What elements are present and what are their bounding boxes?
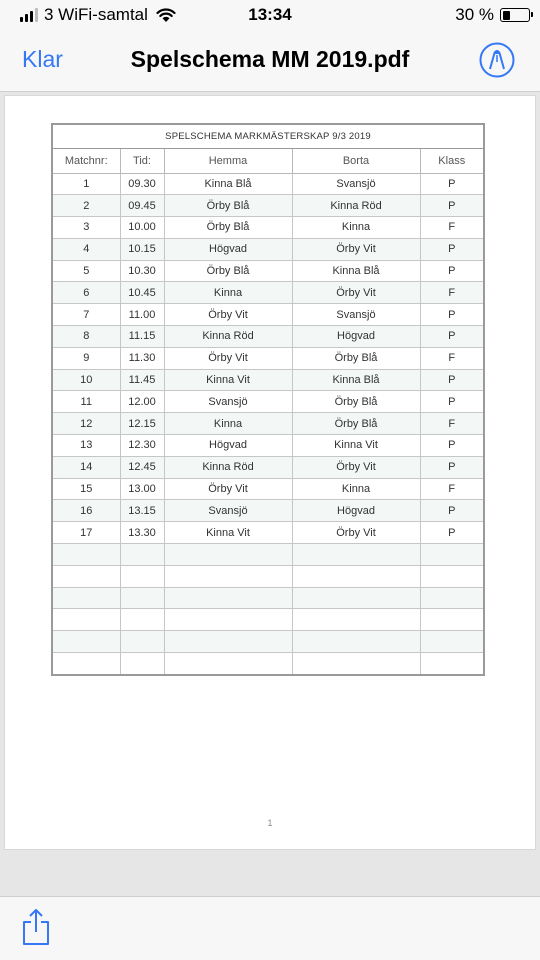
table-cell: 11.45 xyxy=(120,369,164,391)
table-cell xyxy=(53,631,120,653)
column-header: Klass xyxy=(420,149,483,173)
table-cell: 8 xyxy=(53,326,120,348)
table-cell: 9 xyxy=(53,347,120,369)
table-cell xyxy=(53,653,120,675)
table-cell: Kinna Blå xyxy=(164,173,292,195)
table-row xyxy=(53,391,483,413)
table-cell xyxy=(420,631,483,653)
table-row xyxy=(53,565,483,587)
table-cell: P xyxy=(420,500,483,522)
table-cell: 10.45 xyxy=(120,282,164,304)
table-row xyxy=(53,282,483,304)
status-time: 13:34 xyxy=(248,5,292,24)
status-right xyxy=(455,5,530,25)
table-cell: 11 xyxy=(53,391,120,413)
column-header: Hemma xyxy=(164,149,292,173)
table-row xyxy=(53,347,483,369)
table-cell: Örby Vit xyxy=(164,304,292,326)
table-cell: 09.30 xyxy=(120,173,164,195)
table-cell xyxy=(292,565,420,587)
table-cell: Örby Blå xyxy=(292,413,420,435)
table-cell: Örby Vit xyxy=(164,347,292,369)
table-cell: Örby Blå xyxy=(164,217,292,239)
table-cell: Örby Vit xyxy=(292,238,420,260)
table-cell: Örby Vit xyxy=(164,478,292,500)
table-row xyxy=(53,173,483,195)
table-cell xyxy=(164,609,292,631)
table-cell: Högvad xyxy=(292,500,420,522)
table-cell: P xyxy=(420,326,483,348)
table-cell xyxy=(292,609,420,631)
table-cell: 10.15 xyxy=(120,238,164,260)
table-cell: 10 xyxy=(53,369,120,391)
table-cell: Svansjö xyxy=(292,173,420,195)
table-row xyxy=(53,217,483,239)
table-cell: Kinna Blå xyxy=(292,260,420,282)
pdf-page[interactable] xyxy=(4,95,536,850)
table-cell: 10.30 xyxy=(120,260,164,282)
table-cell xyxy=(164,653,292,675)
table-cell xyxy=(53,609,120,631)
table-cell: P xyxy=(420,304,483,326)
table-cell: 12.45 xyxy=(120,456,164,478)
table-row xyxy=(53,238,483,260)
table-cell: Örby Blå xyxy=(164,195,292,217)
table-cell: 2 xyxy=(53,195,120,217)
table-cell: 16 xyxy=(53,500,120,522)
table-cell xyxy=(164,544,292,566)
table-cell xyxy=(420,609,483,631)
table-cell: Kinna Vit xyxy=(164,369,292,391)
nav-bar xyxy=(0,30,540,92)
table-row xyxy=(53,500,483,522)
table-cell xyxy=(164,587,292,609)
table-cell: Örby Vit xyxy=(292,456,420,478)
table-cell: P xyxy=(420,522,483,544)
table-cell xyxy=(120,565,164,587)
table-cell: 12.30 xyxy=(120,435,164,457)
table-cell xyxy=(420,544,483,566)
table-cell xyxy=(420,565,483,587)
table-cell: 12 xyxy=(53,413,120,435)
page-number: 1 xyxy=(267,818,273,828)
table-cell xyxy=(120,631,164,653)
table-cell: 10.00 xyxy=(120,217,164,239)
table-cell: 12.15 xyxy=(120,413,164,435)
table-cell: 7 xyxy=(53,304,120,326)
table-cell: Svansjö xyxy=(164,500,292,522)
table-row xyxy=(53,369,483,391)
table-cell xyxy=(53,587,120,609)
table-row xyxy=(53,413,483,435)
table-cell xyxy=(292,631,420,653)
table-cell: P xyxy=(420,391,483,413)
document-title: Spelschema MM 2019.pdf xyxy=(130,46,410,72)
table-cell: P xyxy=(420,173,483,195)
table-cell: Kinna Röd xyxy=(164,326,292,348)
table-cell: 5 xyxy=(53,260,120,282)
table-cell xyxy=(120,609,164,631)
table-cell xyxy=(53,544,120,566)
table-cell: F xyxy=(420,217,483,239)
table-row xyxy=(53,522,483,544)
table-cell xyxy=(420,653,483,675)
table-cell: F xyxy=(420,413,483,435)
carrier-name: 3 WiFi-samtal xyxy=(44,5,148,24)
table-cell: Kinna Vit xyxy=(164,522,292,544)
table-cell: 4 xyxy=(53,238,120,260)
table-cell: Örby Blå xyxy=(292,347,420,369)
table-cell: 15 xyxy=(53,478,120,500)
table-cell: 11.15 xyxy=(120,326,164,348)
table-cell: 6 xyxy=(53,282,120,304)
table-cell: Svansjö xyxy=(164,391,292,413)
table-cell: 13.30 xyxy=(120,522,164,544)
table-cell: Kinna Blå xyxy=(292,369,420,391)
status-bar xyxy=(0,0,540,30)
table-cell: P xyxy=(420,260,483,282)
table-row xyxy=(53,544,483,566)
table-cell: 09.45 xyxy=(120,195,164,217)
table-cell xyxy=(420,587,483,609)
table-cell: Kinna xyxy=(164,282,292,304)
battery-percent: 30 % xyxy=(455,5,494,24)
table-cell: Svansjö xyxy=(292,304,420,326)
table-cell: Kinna xyxy=(292,217,420,239)
table-cell: 13.15 xyxy=(120,500,164,522)
table-cell xyxy=(120,587,164,609)
table-cell xyxy=(292,544,420,566)
table-row xyxy=(53,435,483,457)
column-header: Tid: xyxy=(120,149,164,173)
table-row xyxy=(53,587,483,609)
share-icon[interactable] xyxy=(20,907,52,947)
table-cell: F xyxy=(420,347,483,369)
table-cell xyxy=(164,631,292,653)
table-cell: P xyxy=(420,456,483,478)
table-cell: 1 xyxy=(53,173,120,195)
table-cell: 12.00 xyxy=(120,391,164,413)
table-cell: Kinna Röd xyxy=(164,456,292,478)
table-cell xyxy=(164,565,292,587)
table-cell: 11.30 xyxy=(120,347,164,369)
table-cell: 14 xyxy=(53,456,120,478)
table-row xyxy=(53,326,483,348)
table-cell: 3 xyxy=(53,217,120,239)
table-cell: Högvad xyxy=(292,326,420,348)
table-cell xyxy=(53,565,120,587)
table-cell xyxy=(292,587,420,609)
table-cell xyxy=(292,653,420,675)
table-header-row xyxy=(53,149,483,173)
table-cell: Kinna Röd xyxy=(292,195,420,217)
table-cell: Örby Blå xyxy=(292,391,420,413)
table-cell: Örby Blå xyxy=(164,260,292,282)
schedule-title: SPELSCHEMA MARKMÄSTERSKAP 9/3 2019 xyxy=(53,125,483,149)
bottom-toolbar xyxy=(0,896,540,960)
column-header: Borta xyxy=(292,149,420,173)
table-cell: F xyxy=(420,478,483,500)
battery-level xyxy=(503,11,510,20)
schedule-sheet xyxy=(51,123,485,676)
table-cell: P xyxy=(420,435,483,457)
table-row xyxy=(53,478,483,500)
column-header: Matchnr: xyxy=(53,149,120,173)
table-cell: 13 xyxy=(53,435,120,457)
table-cell xyxy=(120,544,164,566)
table-row xyxy=(53,631,483,653)
table-cell: Högvad xyxy=(164,238,292,260)
done-button[interactable]: Klar xyxy=(22,46,63,72)
battery-icon xyxy=(500,8,530,22)
table-cell: Örby Vit xyxy=(292,522,420,544)
table-cell: 17 xyxy=(53,522,120,544)
markup-pen-icon[interactable] xyxy=(479,42,515,78)
table-cell: Kinna xyxy=(292,478,420,500)
table-cell: Kinna xyxy=(164,413,292,435)
table-row xyxy=(53,260,483,282)
table-cell: P xyxy=(420,369,483,391)
table-cell xyxy=(120,653,164,675)
table-row xyxy=(53,456,483,478)
table-row xyxy=(53,609,483,631)
table-cell: Högvad xyxy=(164,435,292,457)
table-row xyxy=(53,304,483,326)
table-cell: Örby Vit xyxy=(292,282,420,304)
table-cell: P xyxy=(420,238,483,260)
table-cell: 13.00 xyxy=(120,478,164,500)
table-row xyxy=(53,653,483,675)
table-cell: Kinna Vit xyxy=(292,435,420,457)
table-cell: P xyxy=(420,195,483,217)
table-row xyxy=(53,195,483,217)
table-cell: F xyxy=(420,282,483,304)
table-cell: 11.00 xyxy=(120,304,164,326)
schedule-table xyxy=(53,149,483,674)
